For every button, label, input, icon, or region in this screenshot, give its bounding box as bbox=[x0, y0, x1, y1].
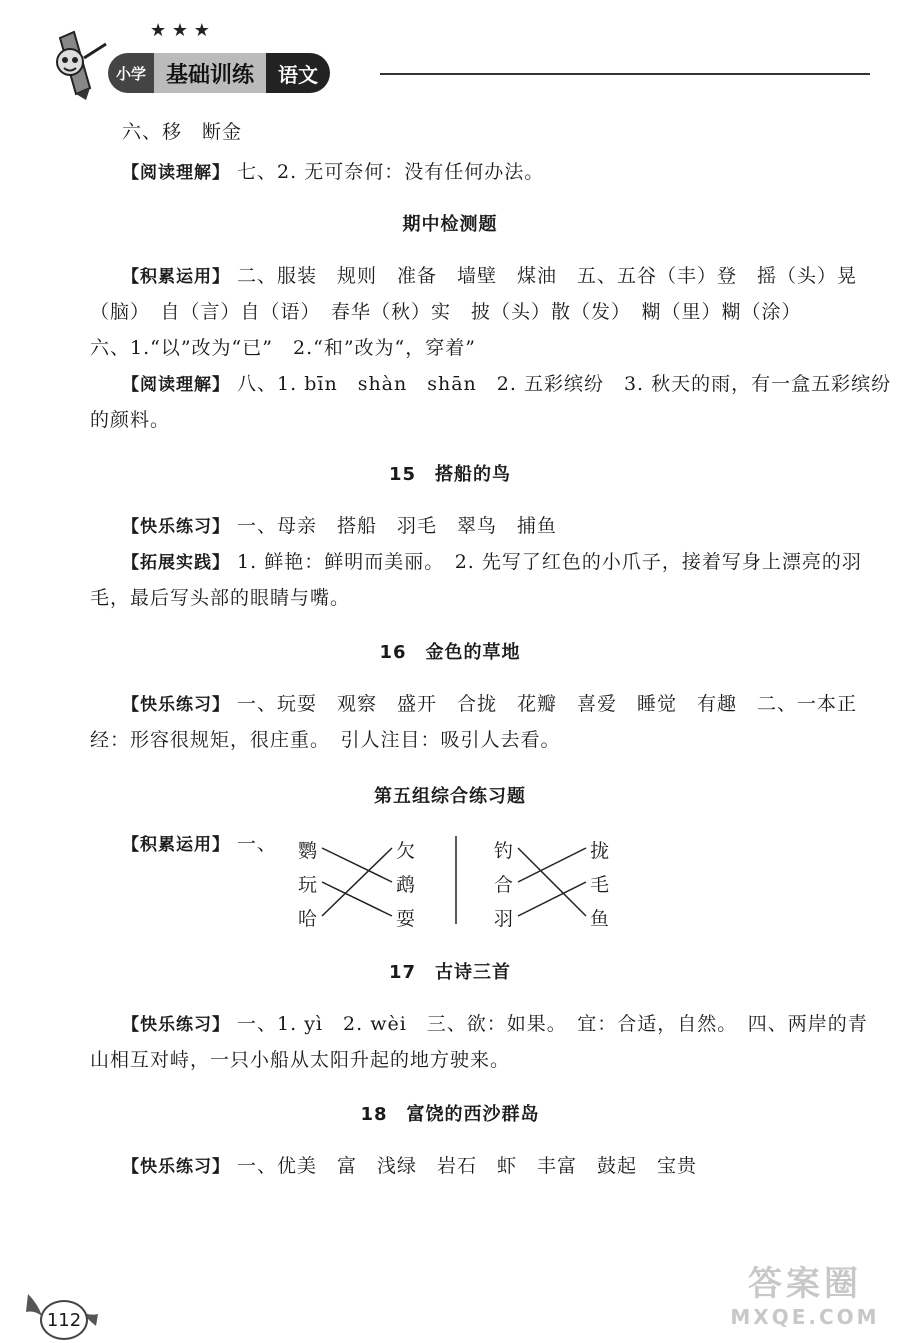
section-tag: 【积累运用】 bbox=[122, 267, 230, 287]
match-word-left: 钓 bbox=[494, 840, 514, 862]
answer-line: 六、1.“以”改为“已” 2.“和”改为“，穿着” bbox=[90, 337, 476, 359]
match-word-right: 鹉 bbox=[396, 874, 416, 896]
section-tag: 【积累运用】 bbox=[122, 835, 230, 855]
page-number: 112 bbox=[40, 1300, 88, 1340]
answer-text: 八、1. bīn shàn shān 2. 五彩缤纷 3. 秋天的雨，有一盒五彩缤纷 bbox=[237, 373, 892, 395]
match-word-right: 鱼 bbox=[590, 908, 610, 930]
match-word-right: 欠 bbox=[396, 840, 416, 862]
answer-line: 毛，最后写头部的眼睛与嘴。 bbox=[90, 587, 351, 609]
match-line bbox=[518, 882, 586, 916]
answer-text: 一、母亲 搭船 羽毛 翠鸟 捕鱼 bbox=[237, 515, 558, 537]
answer-text: 七、2. 无可奈何：没有任何办法。 bbox=[237, 161, 545, 183]
section-heading: 18 富饶的西沙群岛 bbox=[360, 1104, 540, 1125]
answer-line: 经：形容很规矩，很庄重。 引人注目：吸引人去看。 bbox=[90, 729, 561, 751]
section-tag: 【快乐练习】 bbox=[122, 1157, 230, 1177]
section-tag: 【快乐练习】 bbox=[122, 1015, 230, 1035]
stars-decoration-icon: ★ ★ ★ bbox=[150, 20, 210, 41]
series-small-label: 小学 bbox=[108, 53, 154, 93]
section-heading: 16 金色的草地 bbox=[379, 642, 521, 663]
match-line bbox=[518, 848, 586, 882]
match-word-left: 羽 bbox=[494, 908, 514, 930]
match-word-left: 鹦 bbox=[298, 840, 318, 862]
answer-line: 六、移 断金 bbox=[122, 121, 243, 143]
watermark-text: 答案圈 bbox=[748, 1264, 862, 1304]
match-word-left: 合 bbox=[494, 874, 514, 896]
answer-line: 山相互对峙，一只小船从太阳升起的地方驶来。 bbox=[90, 1049, 511, 1071]
section-tag: 【快乐练习】 bbox=[122, 517, 230, 537]
subject-label: 语文 bbox=[266, 53, 330, 93]
section-heading: 17 古诗三首 bbox=[388, 962, 512, 983]
match-line bbox=[322, 848, 392, 916]
watermark-url: MXQE.COM bbox=[730, 1305, 880, 1329]
section-tag: 【阅读理解】 bbox=[122, 163, 230, 183]
answer-line bbox=[122, 1152, 697, 1181]
match-line bbox=[322, 848, 392, 882]
answer-text: 一、优美 富 浅绿 岩石 虾 丰富 鼓起 宝贵 bbox=[237, 1155, 698, 1177]
match-word-right: 拢 bbox=[590, 840, 610, 862]
match-word-left: 玩 bbox=[298, 874, 318, 896]
answer-text: 1. 鲜艳：鲜明而美丽。 2. 先写了红色的小爪子，接着写身上漂亮的羽 bbox=[237, 551, 862, 573]
answer-text: 一、1. yì 2. wèi 三、欲：如果。 宜：合适，自然。 四、两岸的青 bbox=[237, 1013, 868, 1035]
watermark bbox=[720, 1256, 890, 1329]
section-tag: 【阅读理解】 bbox=[122, 375, 230, 395]
section-tag: 【拓展实践】 bbox=[122, 553, 230, 573]
match-line bbox=[322, 882, 392, 916]
match-word-left: 哈 bbox=[298, 908, 318, 930]
answer-line: 的颜料。 bbox=[90, 409, 171, 431]
question-number: 一、 bbox=[237, 833, 278, 855]
match-line bbox=[518, 848, 586, 916]
section-heading: 第五组综合练习题 bbox=[374, 786, 526, 807]
match-word-right: 毛 bbox=[590, 874, 610, 896]
section-heading: 期中检测题 bbox=[402, 214, 498, 235]
series-title: 基础训练 bbox=[154, 53, 266, 93]
answer-line bbox=[122, 1010, 868, 1039]
section-heading: 15 搭船的鸟 bbox=[388, 464, 512, 485]
answer-line: （脑） 自（言）自（语） 春华（秋）实 披（头）散（发） 糊（里）糊（涂） bbox=[90, 301, 802, 323]
answer-text: 一、玩耍 观察 盛开 合拢 花瓣 喜爱 睡觉 有趣 二、一本正 bbox=[237, 693, 858, 715]
match-word-right: 耍 bbox=[396, 908, 416, 930]
answer-text: 二、服装 规则 准备 墙壁 煤油 五、五谷（丰）登 摇（头）晃 bbox=[237, 265, 858, 287]
section-tag: 【快乐练习】 bbox=[122, 695, 230, 715]
